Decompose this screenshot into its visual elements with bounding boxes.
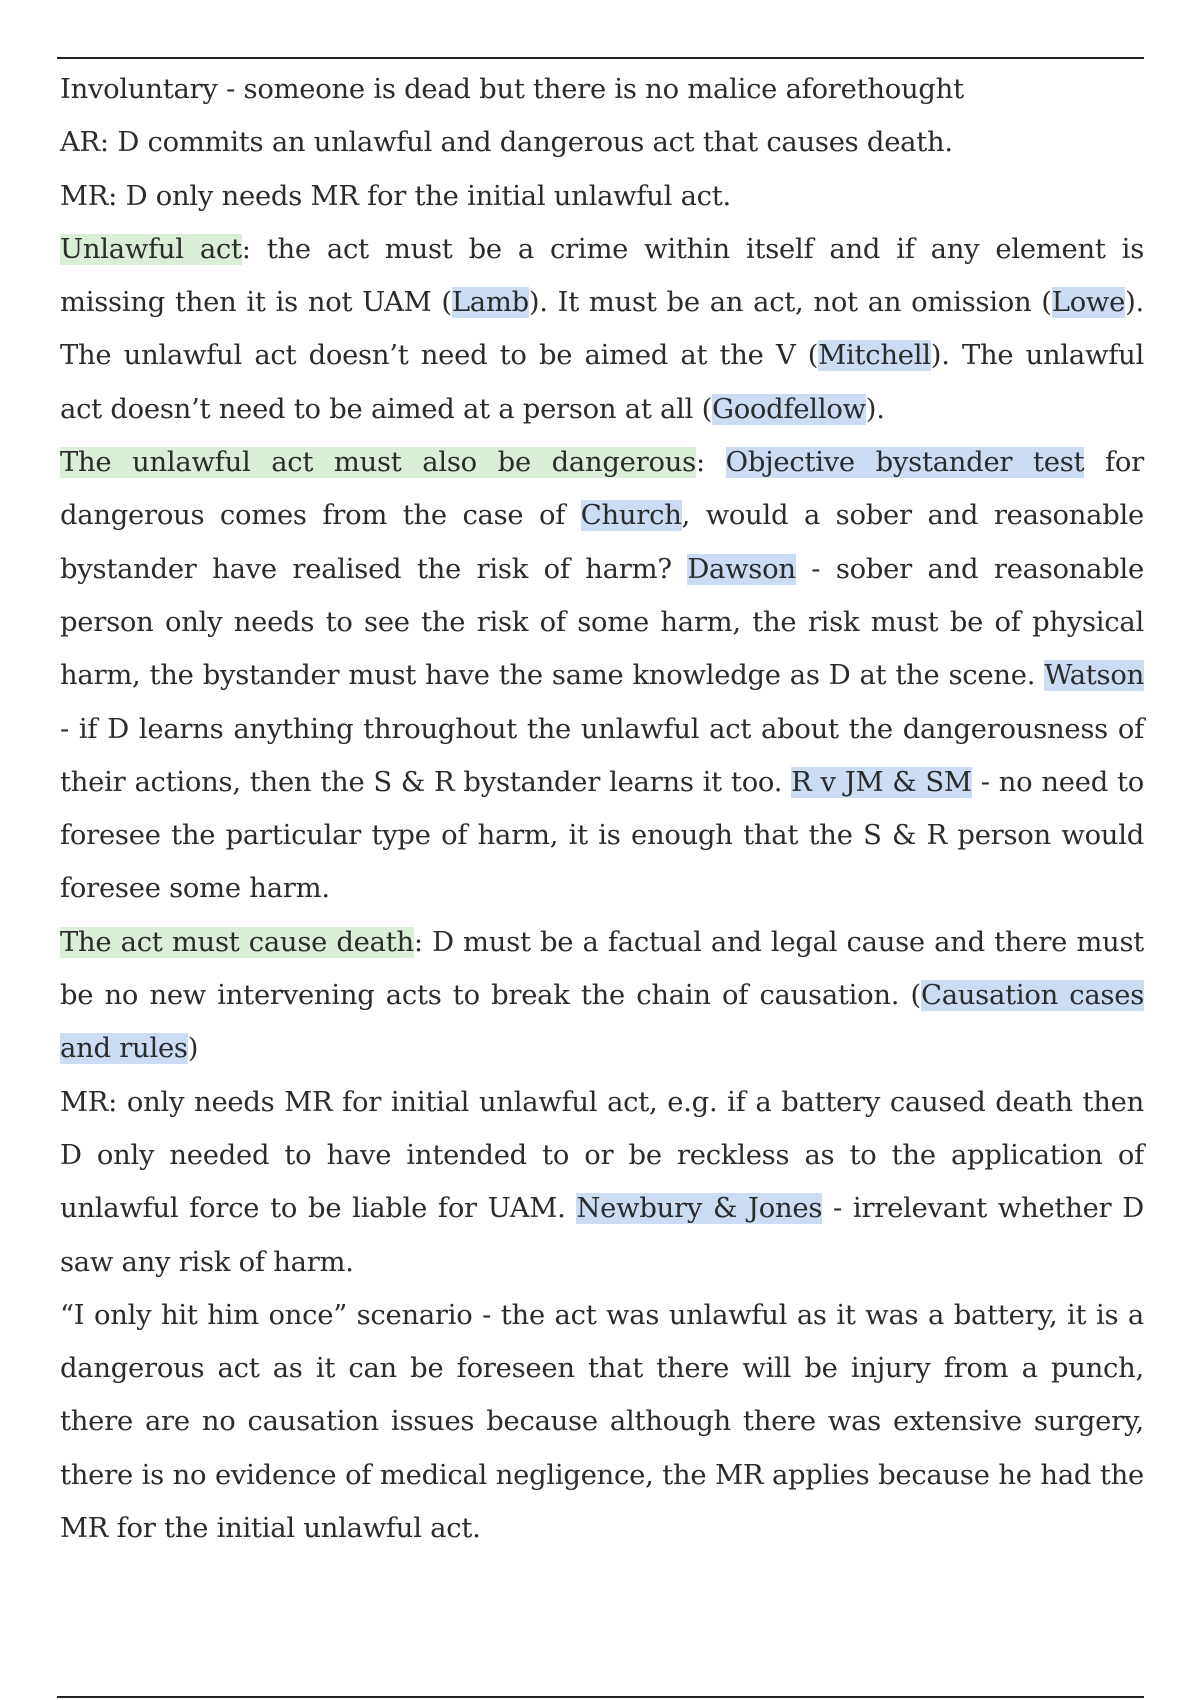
case-name-highlight: Objective bystander test	[725, 447, 1085, 479]
case-name-highlight: R v JM & SM	[791, 766, 972, 798]
text-run: ). It must be an act, not an omission (	[528, 287, 1052, 319]
text-run: MR: D only needs MR for the initial unlawful act.	[60, 180, 731, 212]
text-run: - sober and reasonable person only needs to see the risk of some harm, the risk must be of physical harm, the bystander must have the same knowledge as D at the scene.	[60, 553, 1144, 692]
case-name-highlight: Lowe	[1051, 287, 1126, 319]
paragraph-dangerous	[60, 436, 1144, 916]
text-run: Involuntary - someone is dead but there is no malice aforethought	[60, 74, 964, 105]
text-run: ).	[865, 393, 885, 425]
text-run: : the act must be a crime within itself and if any element is missing then it is not UAM (	[60, 233, 1144, 319]
paragraph-mens-rea	[60, 170, 1144, 223]
text-run: MR: only needs MR for initial unlawful act, e.g. if a battery caused death then D only needed to have intended to or be reckless as to the application of unlawful force to be liable for UAM.	[60, 1086, 1144, 1225]
text-run: for dangerous comes from the case of	[60, 447, 1144, 532]
paragraph-scenario	[60, 1289, 1144, 1555]
topic-highlight: Unlawful act	[60, 233, 242, 265]
case-name-highlight: Church	[580, 500, 682, 532]
document-body	[60, 63, 1144, 1555]
topic-highlight: The act must cause death	[60, 926, 414, 958]
text-run: )	[187, 1033, 199, 1065]
text-run: AR: D commits an unlawful and dangerous act that causes death.	[60, 127, 953, 159]
case-name-highlight: Watson	[1044, 660, 1144, 692]
topic-highlight: The unlawful act must also be dangerous	[60, 447, 696, 479]
text-run: - if D learns anything throughout the unlawful act about the dangerousness of their actions, then the S & R bystander learns it too.	[60, 713, 1144, 798]
top-rule	[57, 57, 1144, 59]
paragraph-definition	[60, 63, 1144, 116]
case-name-highlight: Newbury & Jones	[576, 1193, 823, 1225]
text-run: , would a sober and reasonable bystander have realised the risk of harm?	[60, 500, 1144, 585]
paragraph-unlawful-act	[60, 223, 1144, 436]
text-run: - no need to foresee the particular type of harm, it is enough that the S & R person would foresee some harm.	[60, 766, 1144, 905]
paragraph-mr-initial-act	[60, 1076, 1144, 1289]
text-run: ). The unlawful act doesn’t need to be aimed at the V (	[60, 287, 1144, 372]
case-name-highlight: Lamb	[451, 287, 529, 319]
text-run: - irrelevant whether D saw any risk of harm.	[60, 1193, 1144, 1278]
paragraph-cause-death	[60, 916, 1144, 1076]
text-run: : D must be a factual and legal cause and there must be no new intervening acts to break the chain of causation. (	[60, 926, 1145, 1012]
bottom-rule	[57, 1696, 1144, 1698]
case-name-highlight: Causation cases and rules	[60, 980, 1144, 1065]
case-name-highlight: Goodfellow	[712, 393, 866, 425]
text-run: “I only hit him once” scenario - the act was unlawful as it was a battery, it is a dangerous act as it can be foreseen that there will be injury from a punch, there are no causation issues because although there was extensive surgery, there is no evidence of medical negligence, the MR applies because he had the MR for the initial unlawful act.	[60, 1299, 1144, 1545]
case-name-highlight: Dawson	[687, 553, 796, 585]
text-run: ). The unlawful act doesn’t need to be aimed at a person at all (	[60, 340, 1144, 425]
paragraph-actus-reus	[60, 116, 1144, 169]
case-name-highlight: Mitchell	[818, 340, 931, 372]
text-run: :	[695, 447, 726, 479]
